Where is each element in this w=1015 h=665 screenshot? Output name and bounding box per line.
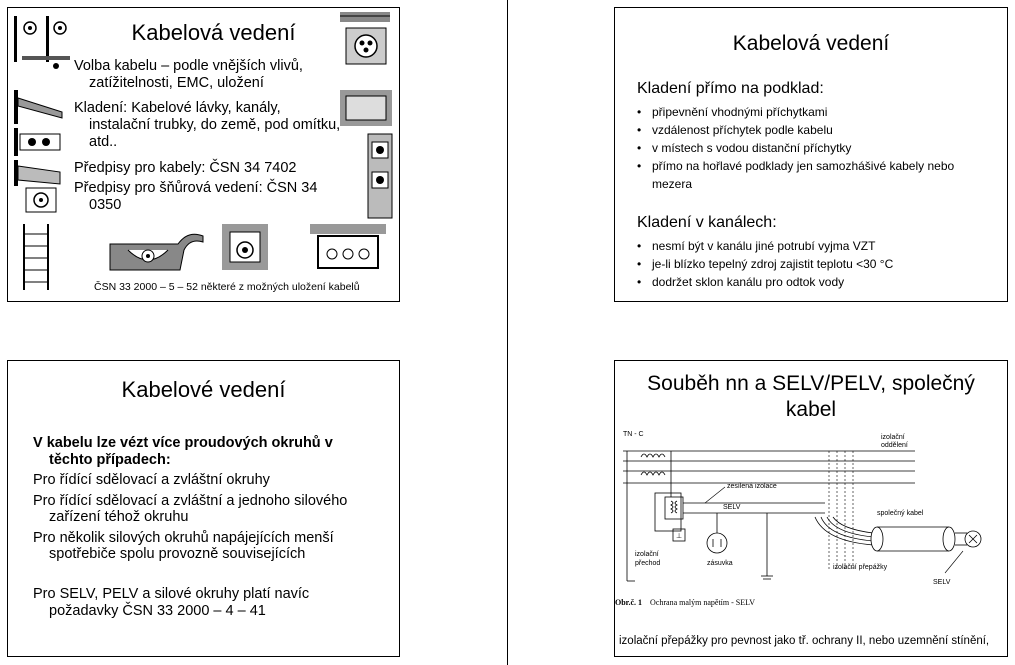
- slide1-body-3: [74, 160, 344, 177]
- label-selv-middle: SELV: [723, 504, 741, 511]
- label-izolacni-prechod-1: izolační: [635, 551, 659, 558]
- slide1-body-2: [74, 100, 344, 151]
- slide4-title: Souběh nn a SELV/PELV, společný kabel: [647, 372, 975, 421]
- cable-clip-illustration: [12, 12, 72, 72]
- bullet-item: • připevnění vhodnými příchytkami: [637, 103, 987, 121]
- slide3-item: Pro několik silových okruhů napájejících menší spotřebiče spolu provozně souvisejících: [33, 529, 334, 562]
- label-izolacni-oddeleni-1: izolační: [881, 434, 905, 441]
- label-izolacni-oddeleni-2: oddělení: [881, 442, 908, 449]
- label-zasuvka: zásuvka: [707, 560, 733, 567]
- cable-underground-illustration: [108, 230, 208, 278]
- label-spolecny-kabel: společný kabel: [877, 510, 924, 517]
- bullet-item: • dodržet sklon kanálu pro odtok vody: [637, 273, 987, 291]
- slide2-title: Kabelová vedení: [732, 32, 890, 55]
- cable-tray-illustration: [12, 88, 68, 158]
- slide2-bullet-list: [637, 103, 987, 193]
- label-izolacni-prechod-2: přechod: [635, 560, 661, 567]
- cable-ladder-illustration: [18, 222, 68, 292]
- slide1-point: Předpisy pro šňůrová vedení: ČSN 34 0350: [74, 180, 318, 213]
- bullet-item: • v místech s vodou distanční příchytky: [637, 139, 987, 157]
- slide4-bottom-note: izolační přepážky pro pevnost jako tř. ochrany II, nebo uzemnění stínění,: [619, 635, 990, 647]
- cable-wall-channel-illustration: [338, 10, 394, 70]
- slide-kabelova-vedeni-2: [614, 7, 1008, 302]
- cable-floor-channel-illustration: [338, 88, 394, 128]
- figure-text: Ochrana malým napětím - SELV: [650, 598, 756, 607]
- slide1-body: [74, 58, 344, 92]
- bullet-item: • je-li blízko tepelný zdroj zajistit teplotu <30 °C: [637, 255, 987, 273]
- label-selv-end: SELV: [933, 579, 951, 586]
- cable-duct-illustration: [12, 158, 68, 218]
- slide1-body-4: [74, 180, 344, 214]
- figure-number: Obr.č. 1: [615, 598, 643, 607]
- cable-vertical-duct-illustration: [366, 132, 396, 222]
- label-izolacni-prepazky: izolační přepážky: [833, 564, 888, 571]
- label-zesilena-izolace: zesílená izolace: [727, 483, 777, 490]
- slide1-title: Kabelová vedení: [131, 20, 296, 45]
- slide3-body: [33, 435, 378, 567]
- selv-circuit-diagram: [615, 421, 1007, 621]
- svg-text:⊥: ⊥: [676, 533, 683, 540]
- slide3-note-block: [33, 586, 378, 623]
- slide3-item: Pro řídící sdělovací a zvláštní a jednoho silového zařízení téhož okruhu: [33, 492, 348, 525]
- bullet-item: • vzdálenost příchytek podle kabelu: [637, 121, 987, 139]
- page-divider: [507, 0, 508, 665]
- figure-caption: [615, 598, 755, 607]
- bullet-item: • nesmí být v kanálu jiné potrubí vyjma VZT: [637, 237, 987, 255]
- bullet-item: • přímo na hořlavé podklady jen samozhášivé kabely nebo mezera: [637, 157, 987, 193]
- slide2-section-heading: Kladení v kanálech:: [637, 214, 777, 231]
- slide1-point: Volba kabelu – podle vnějších vlivů, zatížitelnosti, EMC, uložení: [74, 58, 303, 91]
- label-tn-c: TN - C: [623, 431, 644, 438]
- slide3-item: Pro řídící sdělovací a zvláštní okruhy: [33, 472, 270, 488]
- slide2-bullet-list: [637, 237, 987, 291]
- slide3-title: Kabelové vedení: [121, 377, 286, 402]
- slide-soubeh-nn-selv-pelv: [614, 360, 1008, 657]
- slide2-section-heading: Kladení přímo na podklad:: [637, 80, 824, 97]
- cable-conduit-illustration: [220, 222, 270, 272]
- slide1-caption: ČSN 33 2000 – 5 – 52 některé z možných uložení kabelů: [94, 281, 360, 293]
- cable-trench-illustration: [308, 222, 388, 272]
- slide1-point: Předpisy pro kabely: ČSN 34 7402: [74, 160, 297, 176]
- slide-kabelova-vedeni-1: [7, 7, 400, 302]
- slide3-note: Pro SELV, PELV a silové okruhy platí navíc požadavky ČSN 33 2000 – 4 – 41: [33, 586, 310, 619]
- slide3-lead: V kabelu lze vézt více proudových okruhů v těchto případech:: [33, 435, 333, 468]
- slide1-point: Kladení: Kabelové lávky, kanály, instalační trubky, do země, pod omítku, atd..: [74, 100, 341, 150]
- slide-kabelove-vedeni: [7, 360, 400, 657]
